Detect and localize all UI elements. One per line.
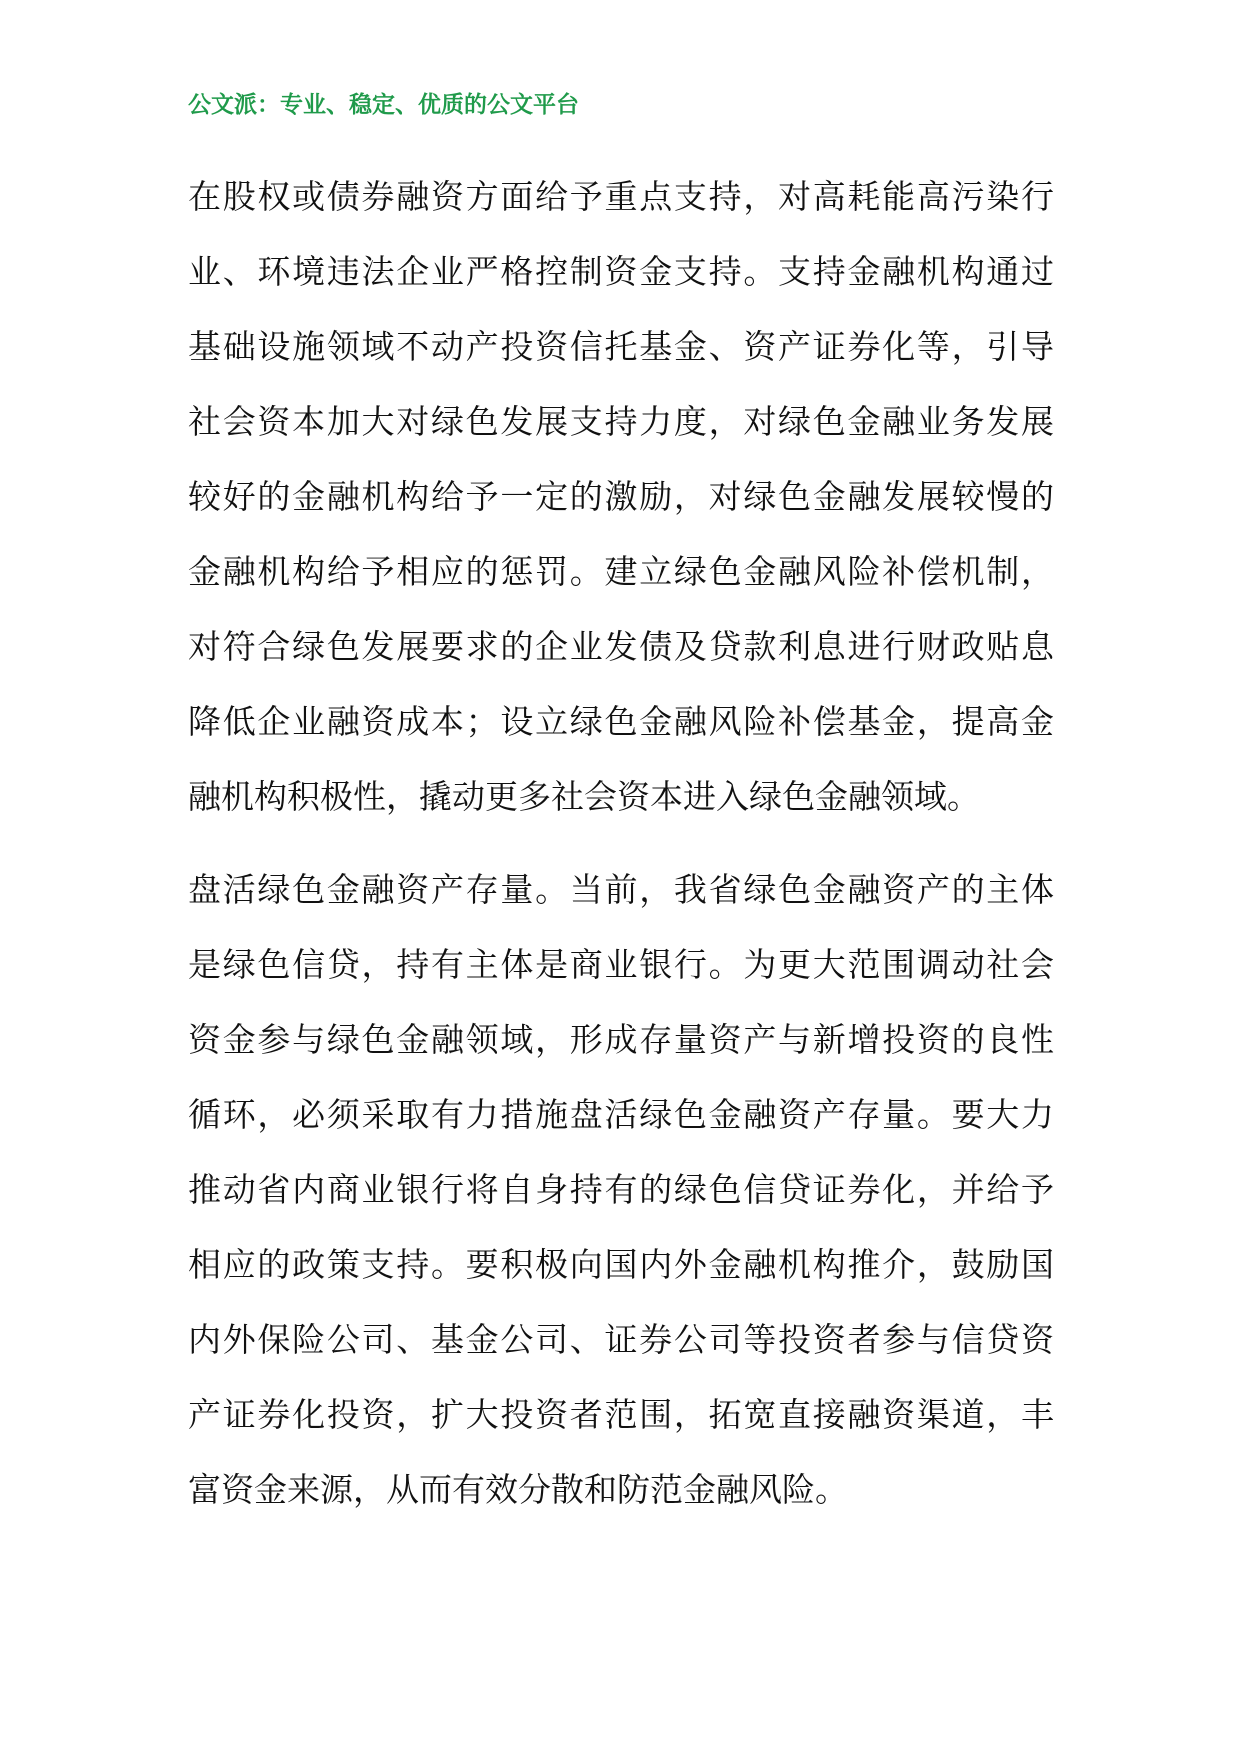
text-line: 对符合绿色发展要求的企业发债及贷款利息进行财政贴息: [188, 627, 1054, 666]
paragraph-1: [188, 159, 1054, 834]
paragraph-2: [188, 852, 1054, 1527]
text-line: 降低企业融资成本；设立绿色金融风险补偿基金，提高金: [188, 702, 1054, 741]
text-line: 在股权或债券融资方面给予重点支持，对高耗能高污染行: [188, 177, 1054, 216]
text-line: 业、环境违法企业严格控制资金支持。支持金融机构通过: [188, 252, 1054, 291]
text-line: 金融机构给予相应的惩罚。建立绿色金融风险补偿机制，: [188, 552, 1054, 591]
text-line: 产证券化投资，扩大投资者范围，拓宽直接融资渠道，丰: [188, 1395, 1054, 1434]
text-line: 相应的政策支持。要积极向国内外金融机构推介，鼓励国: [188, 1245, 1054, 1284]
text-line: 内外保险公司、基金公司、证券公司等投资者参与信贷资: [188, 1320, 1054, 1359]
text-line: 基础设施领域不动产投资信托基金、资产证券化等，引导: [188, 327, 1054, 366]
header-banner: 公文派：专业、稳定、优质的公文平台: [188, 92, 579, 118]
text-line: 推动省内商业银行将自身持有的绿色信贷证券化，并给予: [188, 1170, 1054, 1209]
text-line: 富资金来源，从而有效分散和防范金融风险。: [188, 1470, 848, 1509]
text-line: 循环，必须采取有力措施盘活绿色金融资产存量。要大力: [188, 1095, 1054, 1134]
text-line: 盘活绿色金融资产存量。当前，我省绿色金融资产的主体: [188, 870, 1054, 909]
text-line: 较好的金融机构给予一定的激励，对绿色金融发展较慢的: [188, 477, 1054, 516]
text-line: 资金参与绿色金融领域，形成存量资产与新增投资的良性: [188, 1020, 1054, 1059]
text-line: 社会资本加大对绿色发展支持力度，对绿色金融业务发展: [188, 402, 1054, 441]
text-line: 融机构积极性，撬动更多社会资本进入绿色金融领域。: [188, 777, 980, 816]
text-line: 是绿色信贷，持有主体是商业银行。为更大范围调动社会: [188, 945, 1054, 984]
